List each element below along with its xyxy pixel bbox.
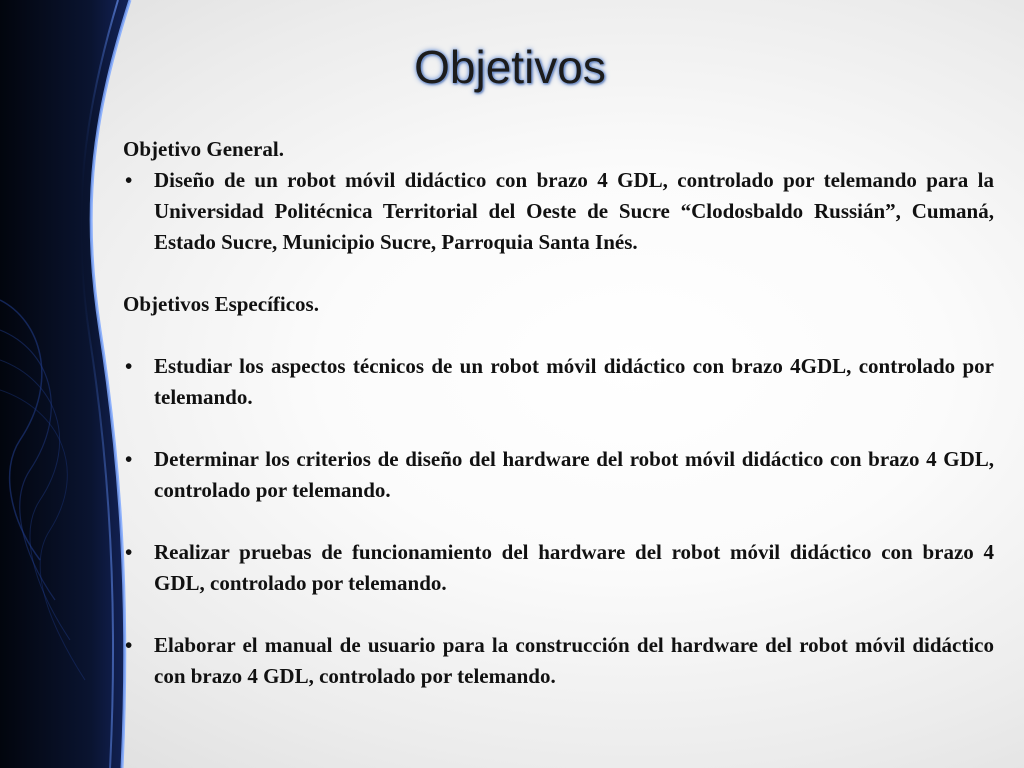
list-item-text: Diseño de un robot móvil didáctico con brazo 4 GDL, controlado por telemando para la Universidad Politécnica Territorial del Oeste de Sucre “Clodosbaldo Russián”, Cumaná, Estado Sucre, Municipio Sucre, Parroquia Santa Inés. [154,168,994,254]
list-item [123,351,994,413]
bullet-icon: • [125,540,133,564]
list-item [123,630,994,692]
slide-title: Objetivos [414,41,606,93]
list-item-text: Estudiar los aspectos técnicos de un robot móvil didáctico con brazo 4GDL, controlado por telemando. [154,354,994,409]
specific-objectives-heading: Objetivos Específicos. [123,292,319,316]
list-item [123,165,994,258]
list-item-text: Determinar los criterios de diseño del hardware del robot móvil didáctico con brazo 4 GDL, controlado por telemando. [154,447,994,502]
list-item-text: Realizar pruebas de funcionamiento del hardware del robot móvil didáctico con brazo 4 GDL, controlado por telemando. [154,540,994,595]
content-area [123,134,994,692]
bullet-icon: • [125,168,133,192]
list-item [123,444,994,506]
bullet-icon: • [125,354,133,378]
bullet-icon: • [125,633,133,657]
list-item [123,537,994,599]
specific-objectives-list [123,351,994,692]
list-item-text: Elaborar el manual de usuario para la construcción del hardware del robot móvil didáctico con brazo 4 GDL, controlado por telemando. [154,633,994,688]
general-objective-list [123,165,994,258]
general-objective-heading: Objetivo General. [123,137,284,161]
bullet-icon: • [125,447,133,471]
